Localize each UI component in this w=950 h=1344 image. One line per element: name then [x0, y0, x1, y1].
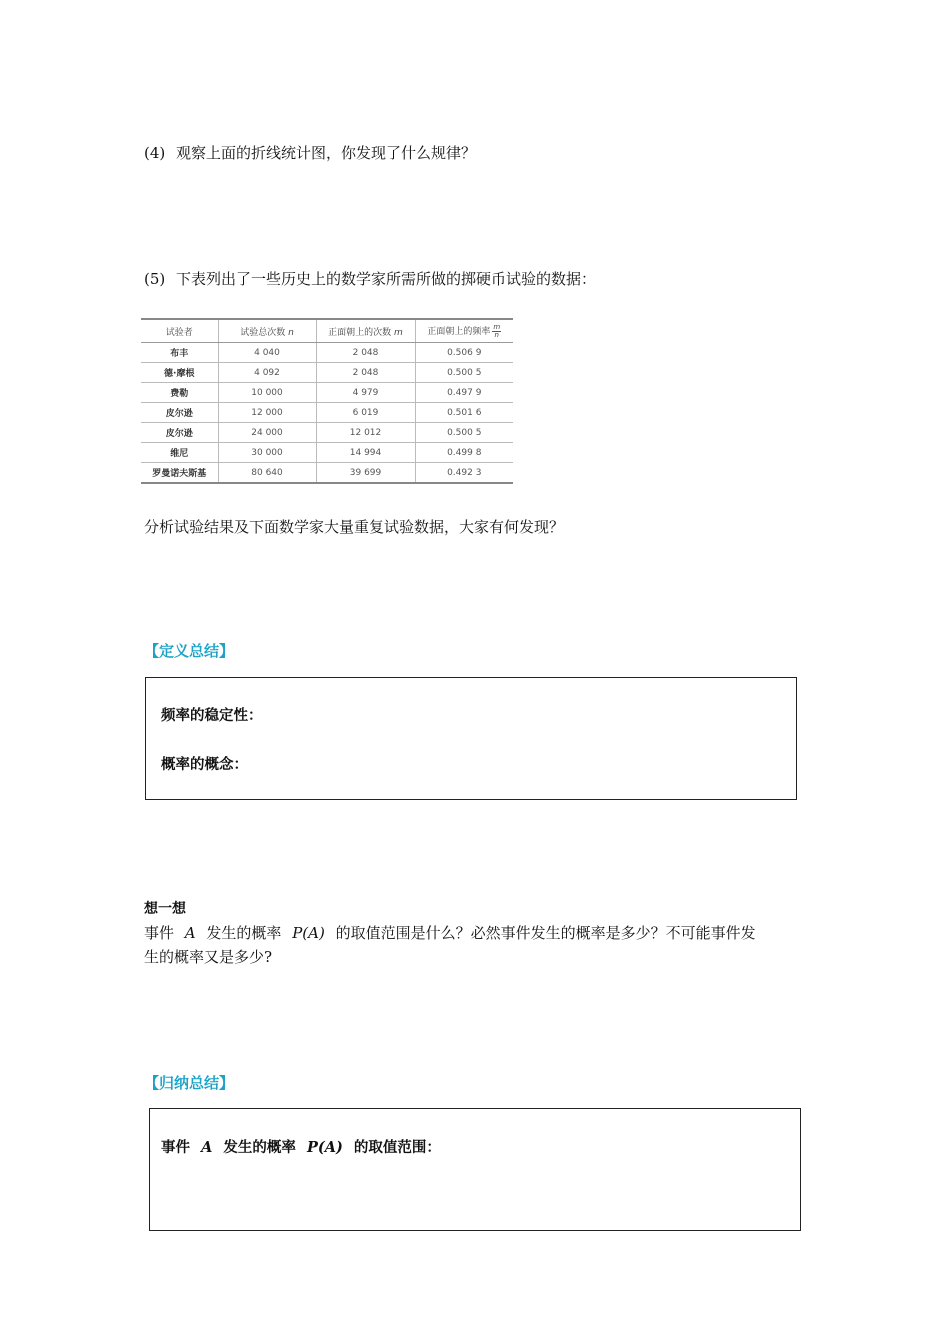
question-5-text: 下表列出了一些历史上的数学家所需所做的掷硬币试验的数据：	[176, 270, 597, 288]
question-5-label: (5)	[144, 270, 166, 288]
table-cell: 皮尔逊	[141, 423, 218, 443]
summary-probability-pa: P(A)	[306, 1139, 343, 1156]
think-text-c: 的取值范围是什么？必然事件发生的概率是多少？不可能事件发	[335, 924, 756, 942]
summary-text-b: 发生的概率	[223, 1140, 296, 1156]
table-header-experimenter: 试验者	[141, 319, 218, 343]
think-line-1	[144, 922, 756, 943]
table-cell: 10 000	[218, 383, 316, 403]
table-cell: 14 994	[316, 443, 415, 463]
table-header-total-trials: 试验总次数 n	[218, 319, 316, 343]
table-cell: 12 000	[218, 403, 316, 423]
table-cell: 0.506 9	[415, 343, 513, 363]
table-cell: 0.497 9	[415, 383, 513, 403]
summary-text-a: 事件	[161, 1140, 190, 1156]
table-cell: 0.500 5	[415, 423, 513, 443]
table-cell: 维尼	[141, 443, 218, 463]
frequency-stability-label: 频率的稳定性：	[161, 708, 263, 724]
summary-text-c: 的取值范围：	[353, 1140, 441, 1156]
table-cell: 0.492 3	[415, 463, 513, 484]
think-text-a: 事件	[144, 924, 175, 942]
summary-event-var: A	[201, 1139, 213, 1156]
table-row	[141, 463, 513, 484]
table-cell: 4 040	[218, 343, 316, 363]
table-row	[141, 343, 513, 363]
think-text-b: 发生的概率	[206, 924, 282, 942]
induction-summary-title: 【归纳总结】	[144, 1074, 235, 1092]
table-row	[141, 403, 513, 423]
table-cell: 4 092	[218, 363, 316, 383]
table-cell: 0.500 5	[415, 363, 513, 383]
question-4-text: 观察上面的折线统计图，你发现了什么规律？	[176, 144, 477, 162]
table-cell: 2 048	[316, 363, 415, 383]
question-4	[144, 142, 476, 163]
table-cell: 80 640	[218, 463, 316, 484]
analysis-question: 分析试验结果及下面数学家大量重复试验数据，大家有何发现？	[144, 518, 565, 536]
coin-toss-table-wrapper	[141, 318, 513, 484]
probability-concept-label: 概率的概念：	[161, 757, 248, 773]
think-title: 想一想	[144, 901, 186, 917]
table-cell: 布丰	[141, 343, 218, 363]
probability-pa: P(A)	[292, 924, 325, 942]
table-row	[141, 423, 513, 443]
table-cell: 德·摩根	[141, 363, 218, 383]
table-header-heads-frequency: 正面朝上的频率 $\frac{m}{n}$	[415, 319, 513, 343]
probability-range-label	[161, 1136, 441, 1157]
induction-box	[149, 1108, 801, 1231]
think-line-2: 生的概率又是多少?	[144, 948, 273, 966]
coin-toss-table	[141, 318, 513, 484]
table-cell: 2 048	[316, 343, 415, 363]
table-row	[141, 363, 513, 383]
table-cell: 0.499 8	[415, 443, 513, 463]
table-cell: 罗曼诺夫斯基	[141, 463, 218, 484]
table-header-heads-count: 正面朝上的次数 m	[316, 319, 415, 343]
table-cell: 4 979	[316, 383, 415, 403]
definition-box	[145, 677, 797, 800]
table-cell: 皮尔逊	[141, 403, 218, 423]
table-cell: 0.501 6	[415, 403, 513, 423]
table-cell: 30 000	[218, 443, 316, 463]
table-cell: 费勒	[141, 383, 218, 403]
definition-summary-title: 【定义总结】	[144, 642, 235, 660]
table-cell: 24 000	[218, 423, 316, 443]
question-4-label: (4)	[144, 144, 166, 162]
table-row	[141, 383, 513, 403]
table-header-row	[141, 319, 513, 343]
table-cell: 12 012	[316, 423, 415, 443]
event-a-var: A	[184, 924, 196, 942]
table-cell: 39 699	[316, 463, 415, 484]
table-cell: 6 019	[316, 403, 415, 423]
question-5	[144, 268, 596, 289]
table-row	[141, 443, 513, 463]
